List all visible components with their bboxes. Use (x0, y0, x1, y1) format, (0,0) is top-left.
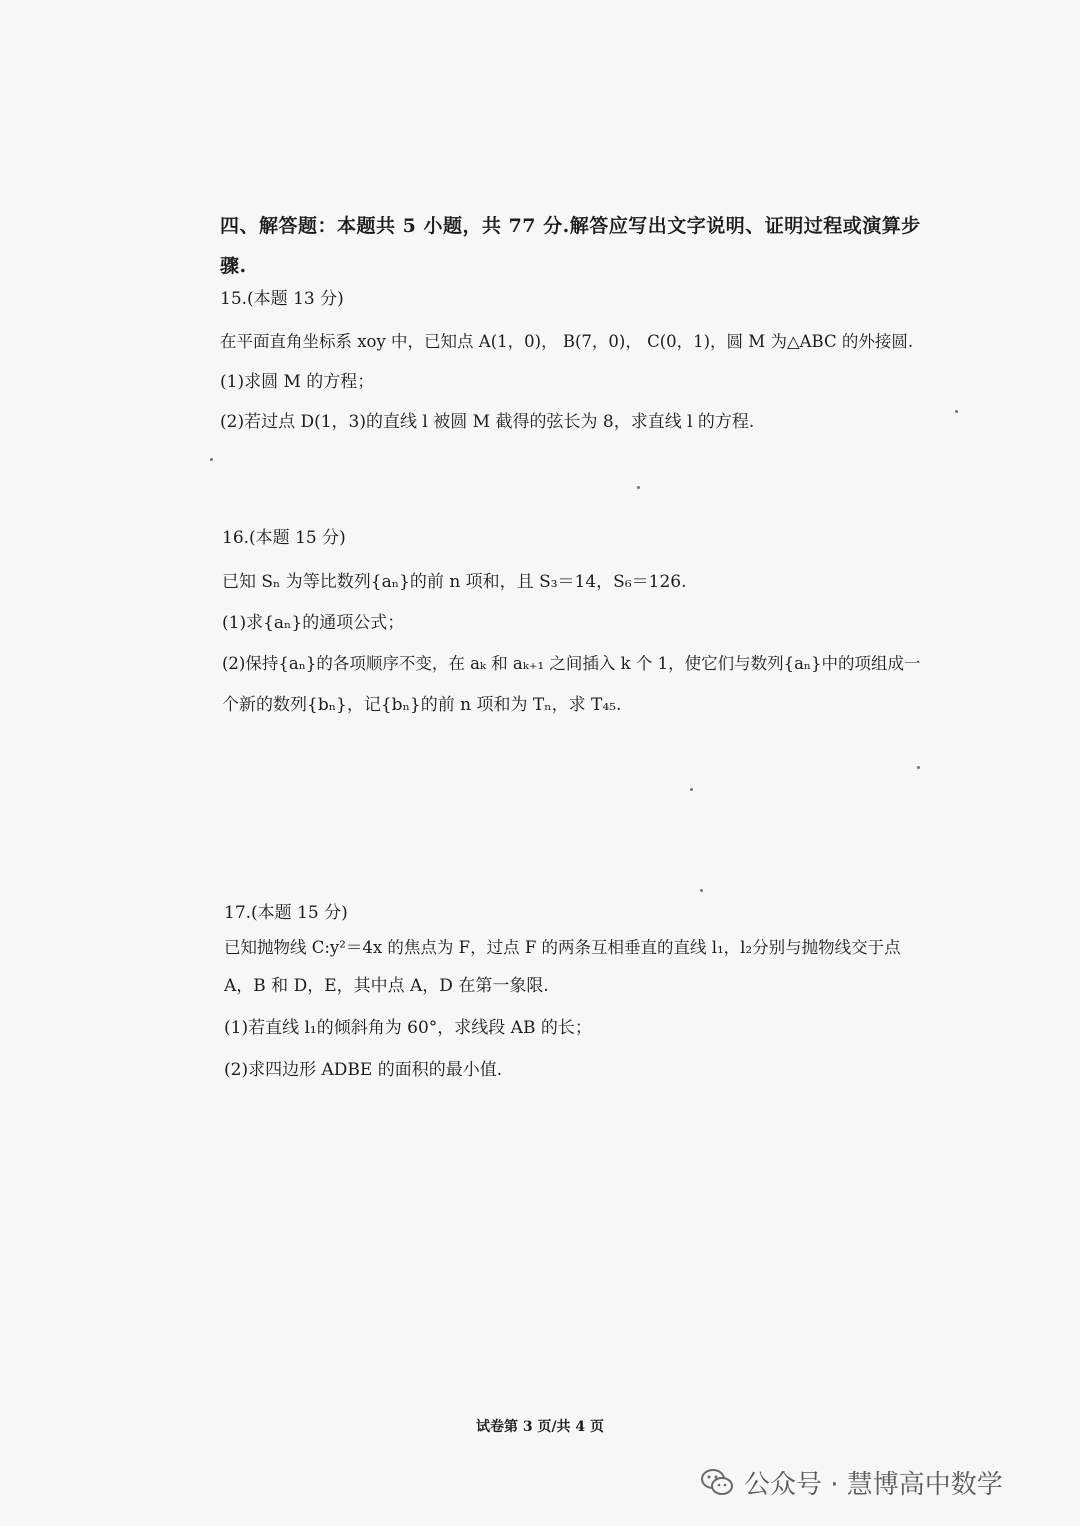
question-17-part1: (1)若直线 l₁的倾斜角为 60°，求线段 AB 的长； (224, 1018, 592, 1038)
section-title: 四、解答题：本题共 5 小题，共 77 分.解答应写出文字说明、证明过程或演算步 (220, 215, 921, 237)
scan-speck (690, 788, 693, 791)
question-15-stem: 在平面直角坐标系 xoy 中，已知点 A(1，0)， B(7，0)， C(0，1)，圆 M 为△ABC 的外接圆. (220, 332, 914, 351)
question-16-head: 16.(本题 15 分) (222, 528, 346, 548)
scan-speck (637, 486, 640, 489)
scan-speck (917, 766, 920, 769)
watermark-text: 公众号 · 慧博高中数学 (744, 1469, 1003, 1500)
wechat-icon (700, 1467, 734, 1497)
question-16-part1: (1)求{aₙ}的通项公式； (222, 613, 405, 633)
question-15-part2: (2)若过点 D(1，3)的直线 l 被圆 M 截得的弦长为 8，求直线 l 的方程. (220, 412, 755, 432)
question-17-part2: (2)求四边形 ADBE 的面积的最小值. (224, 1060, 503, 1080)
question-16-part2-cont: 个新的数列{bₙ}，记{bₙ}的前 n 项和为 Tₙ，求 T₄₅. (222, 695, 622, 715)
scan-speck (955, 410, 958, 413)
question-16-stem: 已知 Sₙ 为等比数列{aₙ}的前 n 项和，且 S₃＝14，S₆＝126. (222, 572, 687, 592)
scan-speck (210, 458, 213, 461)
question-17-head: 17.(本题 15 分) (224, 903, 348, 923)
question-15-head: 15.(本题 13 分) (220, 289, 344, 309)
section-title-cont: 骤. (220, 255, 247, 277)
question-17-stem-cont: A，B 和 D，E，其中点 A，D 在第一象限. (224, 976, 549, 996)
watermark (700, 1462, 1003, 1502)
question-15-part1: (1)求圆 M 的方程； (220, 372, 375, 392)
scan-speck (700, 889, 703, 892)
page-footer: 试卷第 3 页/共 4 页 (475, 1419, 605, 1435)
question-16-part2: (2)保持{aₙ}的各项顺序不变，在 aₖ 和 aₖ₊₁ 之间插入 k 个 1，使它们与数列{aₙ}中的项组成一 (222, 654, 921, 673)
question-17-stem: 已知抛物线 C:y²＝4x 的焦点为 F，过点 F 的两条互相垂直的直线 l₁，l₂分别与抛物线交于点 (224, 938, 901, 957)
